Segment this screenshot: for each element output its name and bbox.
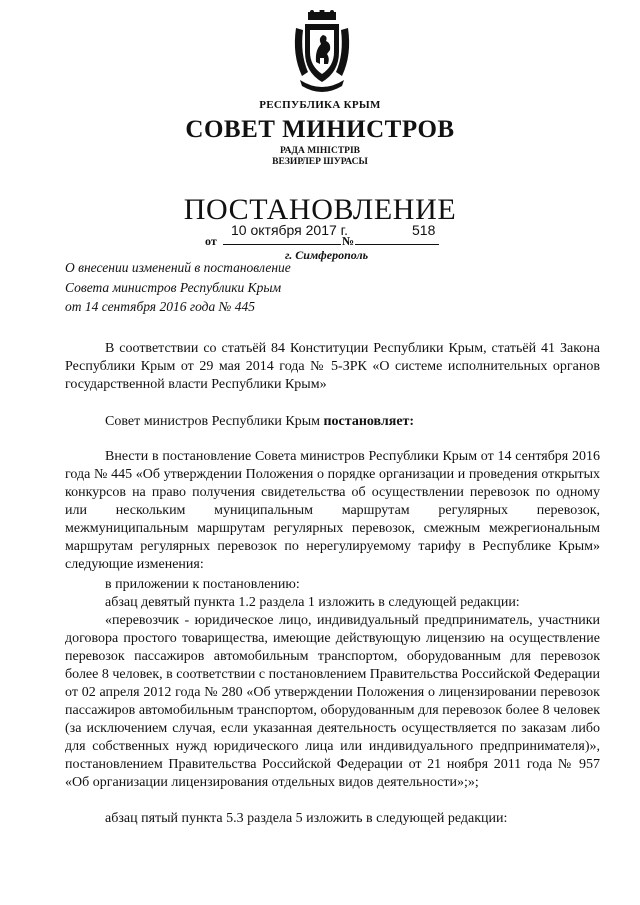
paragraph-five-line: абзац пятый пункта 5.3 раздела 5 изложить в следующей редакции: (105, 811, 508, 826)
coat-of-arms-emblem (290, 10, 354, 94)
date-underline (223, 244, 341, 245)
paragraph-nine-line: абзац девятый пункта 1.2 раздела 1 изложить в следующей редакции: (105, 595, 520, 610)
resolves-prefix: Совет министров Республики Крым (105, 414, 324, 429)
amendment-paragraph: Внести в постановление Совета министров Республики Крым от 14 сентября 2016 года № 445 «Об утверждении Положения о порядке организации и проведения открытых конкурсов на право получения свидетельства об осуществлении перевозок по одному или нескольким муниципальным маршрутам регулярных перевозок, межмуниципальным маршрутам регулярных перевозок, смежным межрегиональным маршрутам регулярных перевозок по нерегулируемому тарифу в Республике Крым» следующие изменения: (65, 449, 600, 572)
resolves-keyword: постановляет: (323, 414, 415, 429)
document-subject (65, 258, 291, 317)
from-label: от (205, 234, 217, 248)
council-title-translations (0, 146, 640, 168)
council-title-crimean-tatar: ВЕЗИРЛЕР ШУРАСЫ (272, 157, 368, 167)
document-number: 518 (412, 222, 436, 238)
document-type: ПОСТАНОВЛЕНИЕ (183, 193, 457, 226)
subject-line: О внесении изменений в постановление (65, 260, 291, 275)
resolves-paragraph (65, 413, 600, 431)
legal-basis-paragraph: В соответствии со статьёй 84 Конституции Республики Крым, статьёй 41 Закона Республики Крым от 29 мая 2014 года № 5-ЗРК «О системе исполнительных органов государственной власти Республики Крым» (65, 341, 600, 392)
annex-line: в приложении к постановлению: (105, 577, 300, 592)
republic-name: РЕСПУБЛИКА КРЫМ (259, 99, 381, 111)
number-underline (355, 244, 439, 245)
subject-line: Совета министров Республики Крым (65, 279, 282, 295)
document-date: 10 октября 2017 г. (231, 222, 348, 238)
number-label: № (342, 234, 355, 248)
subject-line: от 14 сентября 2016 года № 445 (65, 299, 255, 314)
council-title-ukrainian: РАДА МІНІСТРІВ (279, 146, 360, 156)
city-name: г. Симферополь (285, 248, 369, 262)
council-title: СОВЕТ МИНИСТРОВ (185, 116, 455, 143)
carrier-definition-paragraph: «перевозчик - юридическое лицо, индивидуальный предприниматель, участники договора простого товарищества, имеющие действующую лицензию на осуществление перевозок пассажиров автомобильным транспортом, оборудованным для перевозок более 8 человек, в соответствии с постановлением Правительства Российской Федерации от 02 апреля 2012 года № 280 «Об утверждении Положения о лицензировании перевозок пассажиров автомобильным транспортом, оборудованным для перевозок более 8 человек (за исключением случая, если указанная деятельность осуществляется по заказам либо для собственных нужд юридического лица или индивидуального предпринимателя)», постановлением Правительства Российской Федерации от 21 ноября 2011 года № 957 «Об организации лицензирования отдельных видов деятельности»;»; (65, 613, 601, 790)
